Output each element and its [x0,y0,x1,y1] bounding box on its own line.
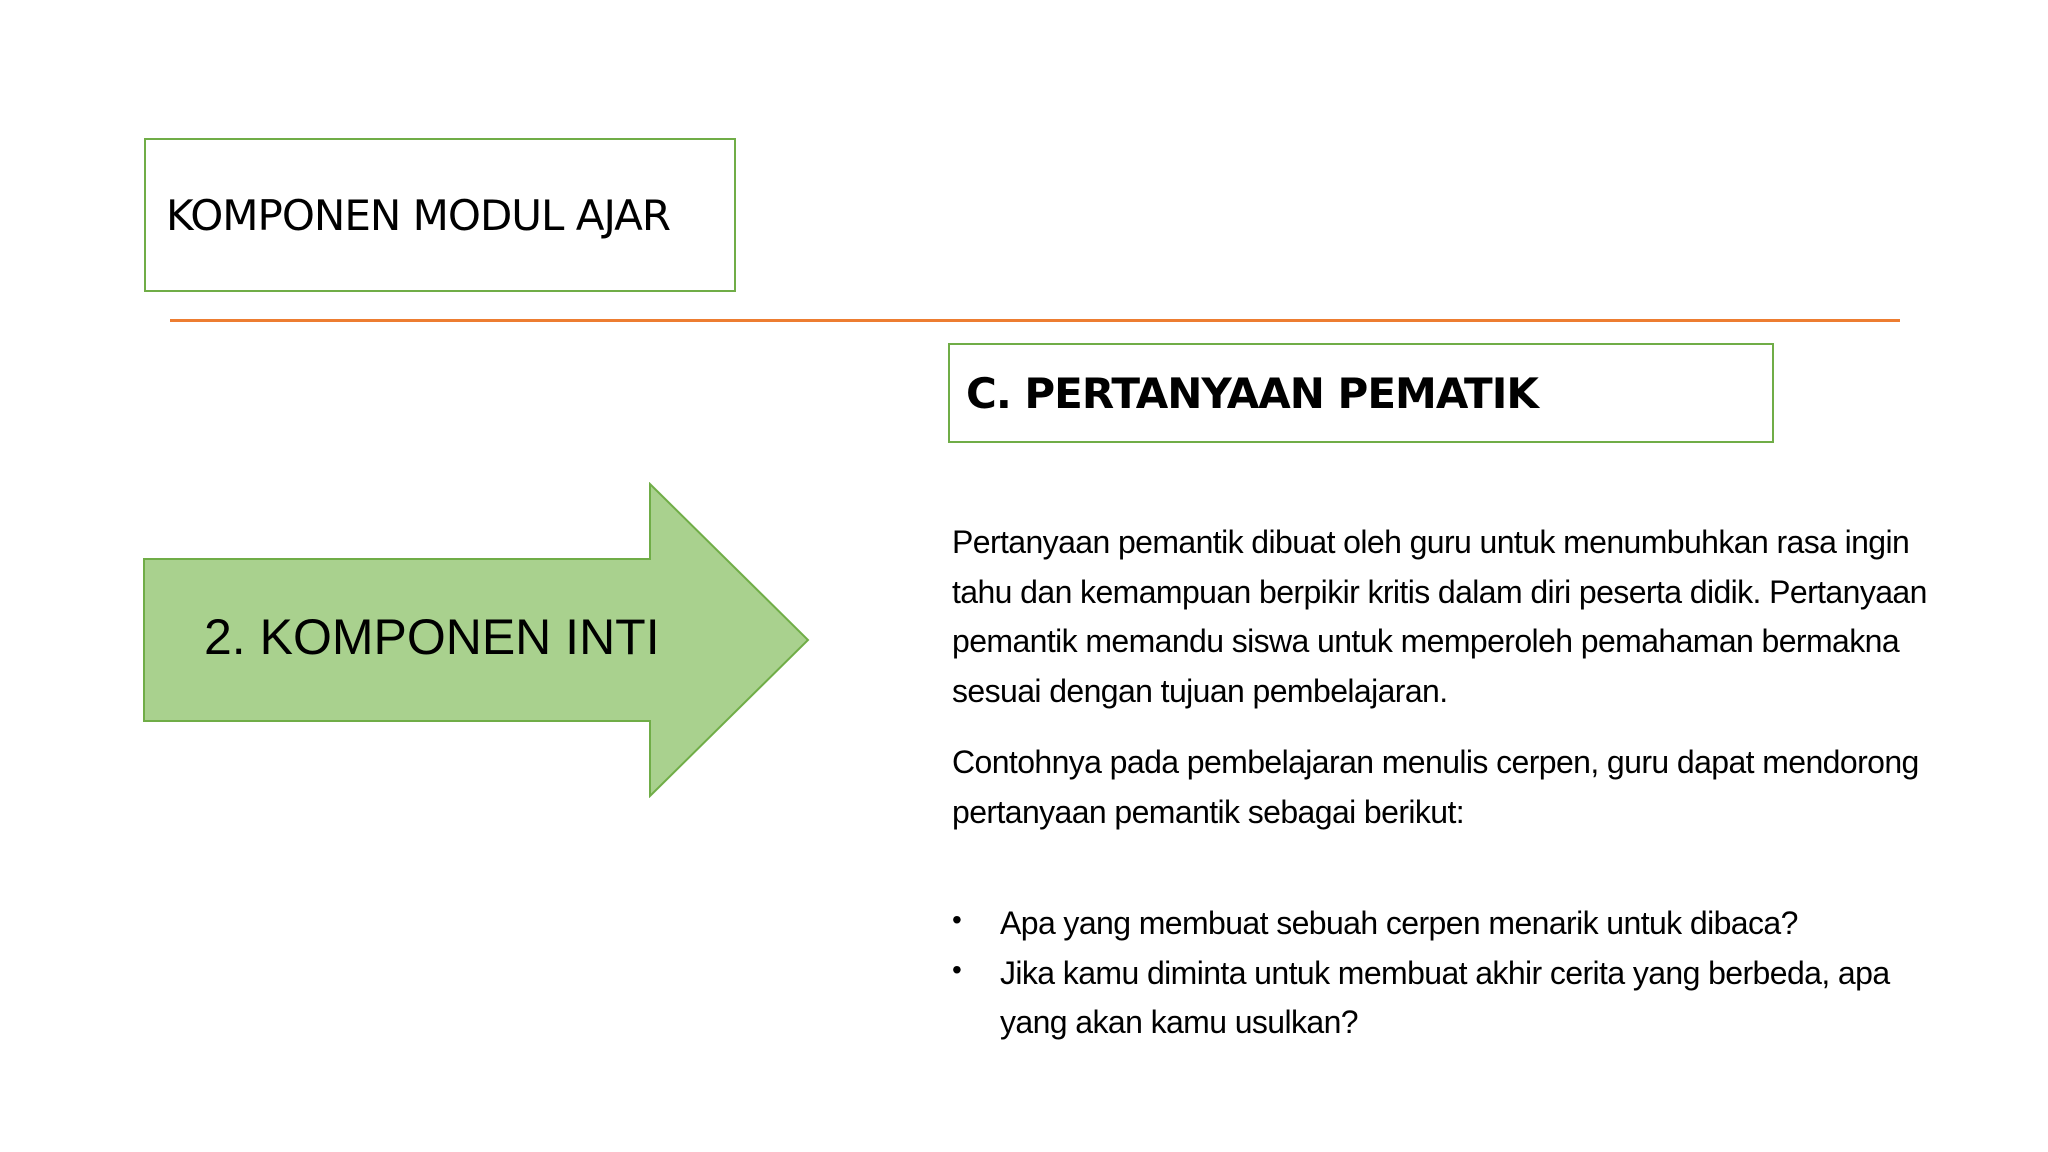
slide-title: KOMPONEN MODUL AJAR [166,190,671,240]
list-item-text: Jika kamu diminta untuk membuat akhir cerita yang berbeda, apa yang akan kamu usulkan? [1000,954,1890,1040]
section-heading: C. PERTANYAAN PEMATIK [966,368,1538,418]
divider-line [170,319,1900,322]
question-list [952,899,1952,1048]
list-item-text: Apa yang membuat sebuah cerpen menarik untuk dibaca? [1000,905,1798,941]
arrow-label: 2. KOMPONEN INTI [204,609,660,665]
body-text [952,518,1952,1048]
slide-title-box [144,138,736,292]
paragraph-intro: Pertanyaan pemantik dibuat oleh guru untuk menumbuhkan rasa ingin tahu dan kemampuan berpikir kritis dalam diri peserta didik. Pertanyaan pemantik memandu siswa untuk memperoleh pemahaman bermakna sesuai dengan tujuan pembelajaran. [952,524,1927,709]
list-item [952,899,1952,949]
list-item [952,949,1952,1048]
bullet-icon: • [952,904,962,935]
paragraph-example: Contohnya pada pembelajaran menulis cerpen, guru dapat mendorong pertanyaan pemantik sebagai berikut: [952,744,1919,830]
bullet-icon: • [952,953,962,985]
section-heading-box [948,343,1774,443]
